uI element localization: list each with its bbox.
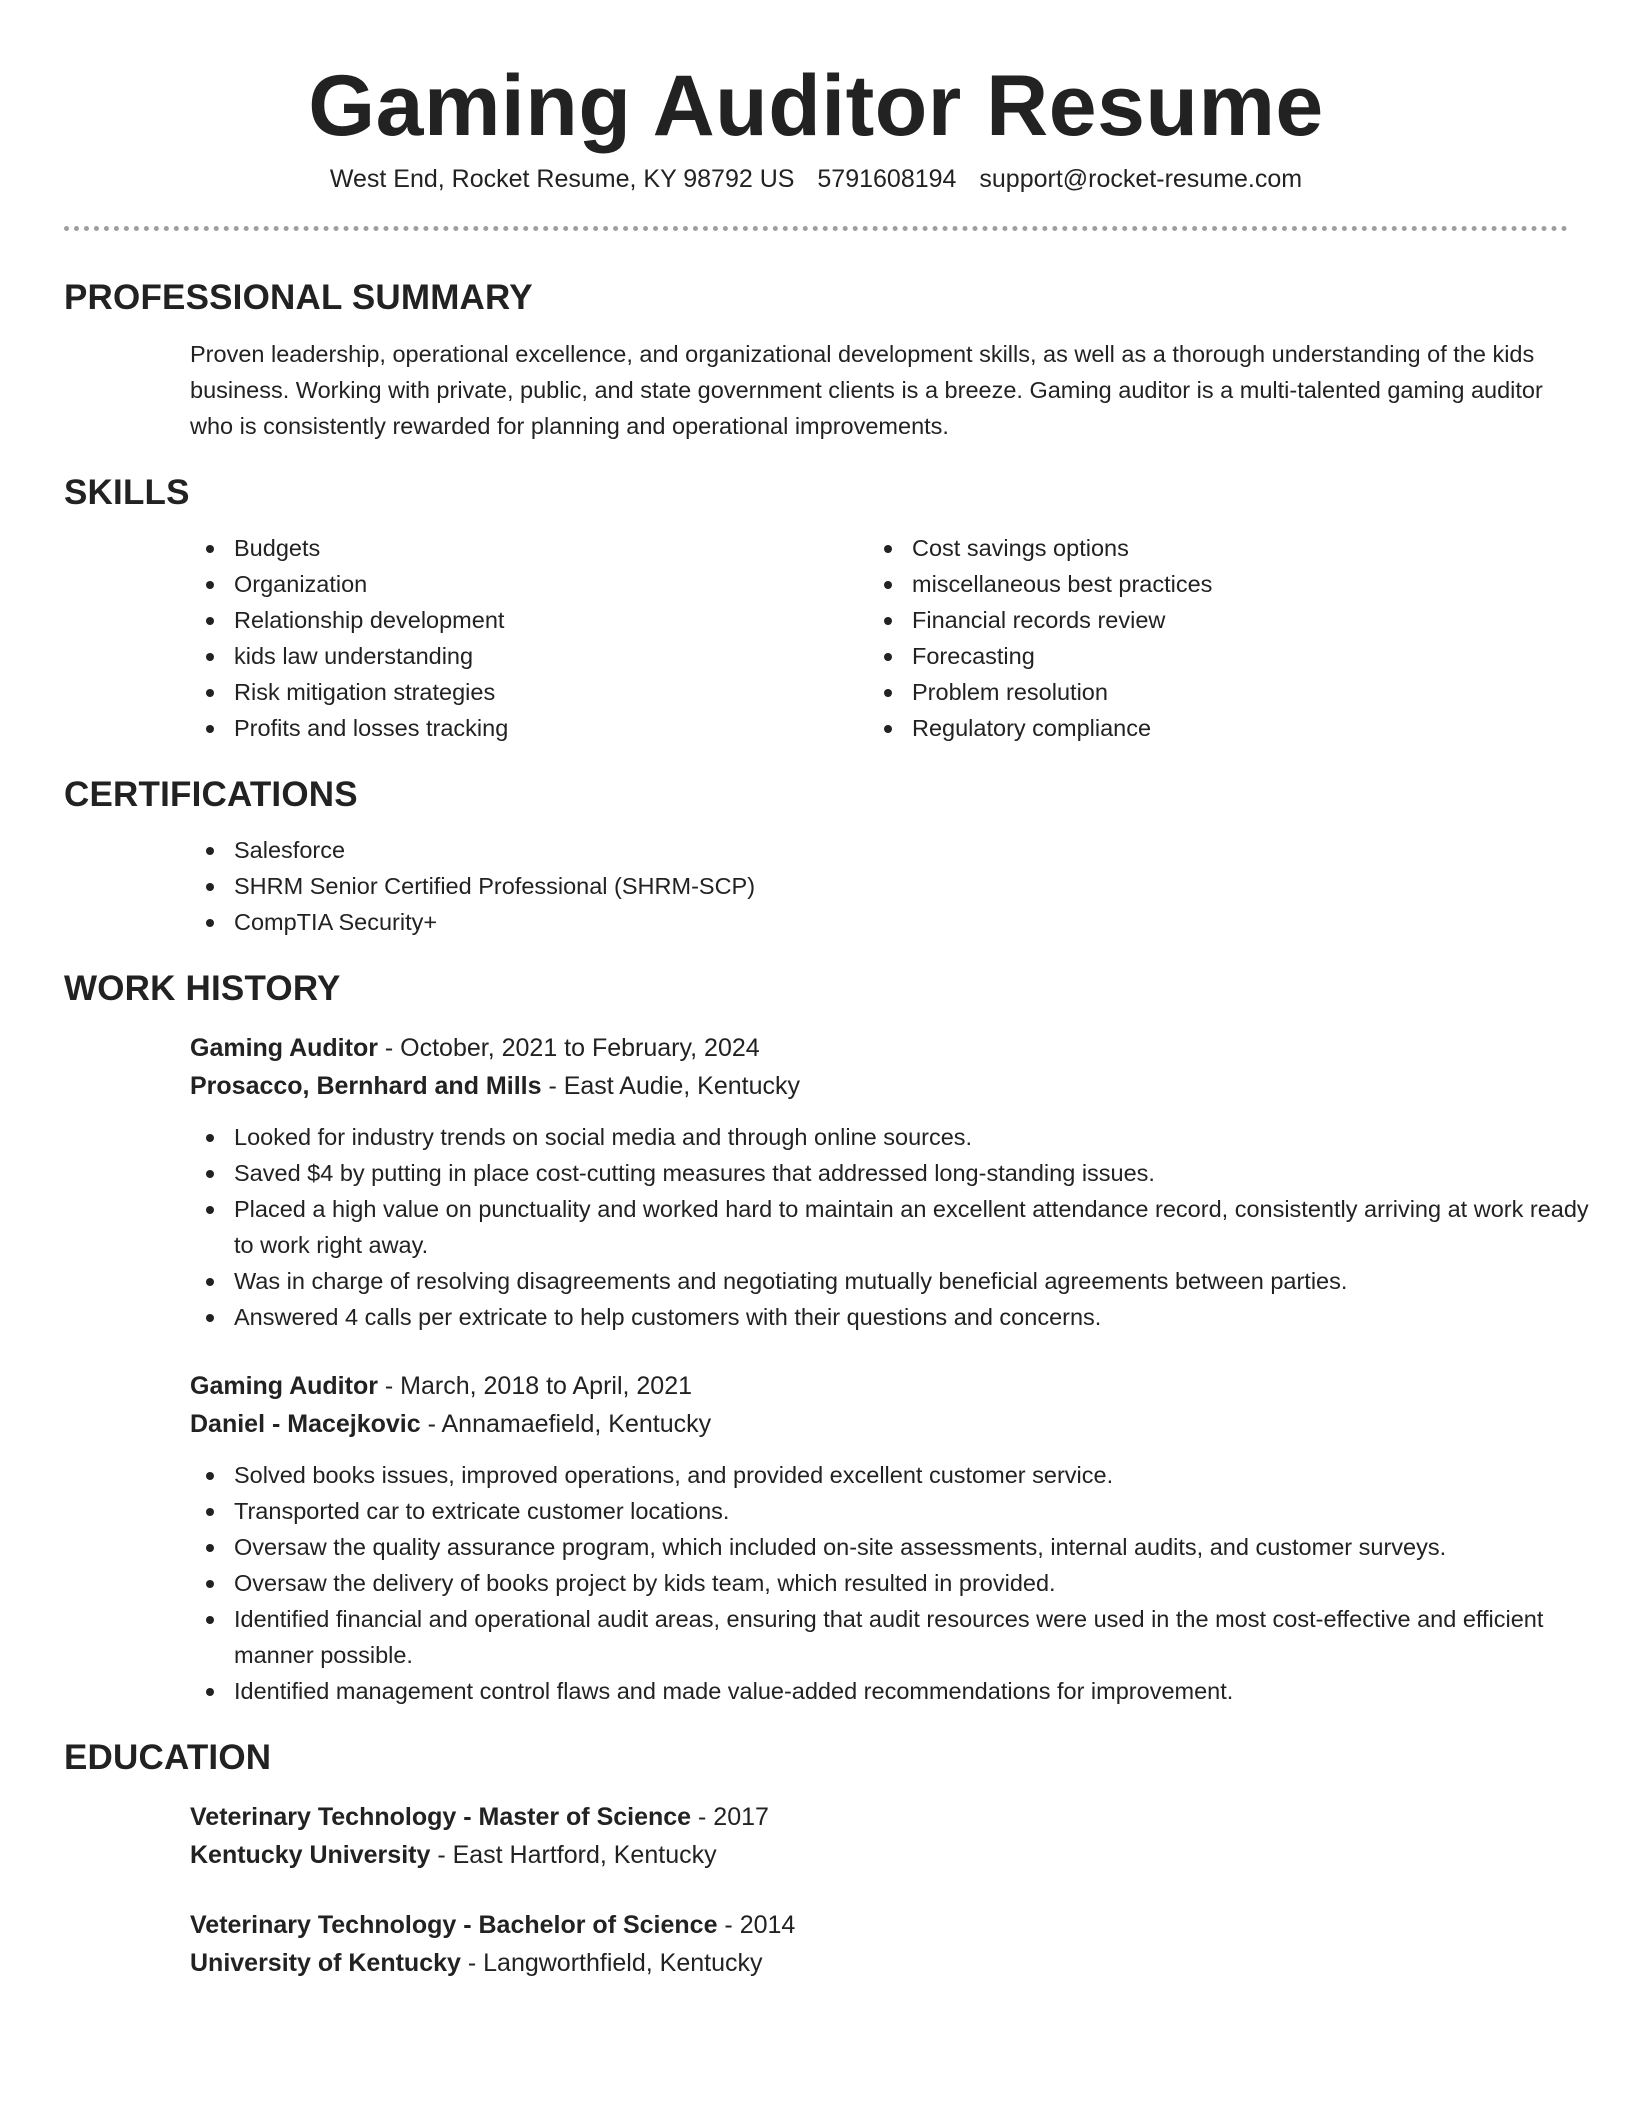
summary-heading: PROFESSIONAL SUMMARY [64,278,533,317]
skill-item: Financial records review [868,602,1546,638]
job-bullet: Identified financial and operational audit areas, ensuring that audit resources were used in the most cost-effective and efficient manner possible. [190,1601,1600,1673]
job-bullet: Oversaw the quality assurance program, which included on-site assessments, internal audits, and customer surveys. [190,1529,1600,1565]
job-company: Daniel - Macejkovic [190,1410,421,1438]
work-section [64,967,1589,1709]
job-bullet: Saved $4 by putting in place cost-cutting measures that addressed long-standing issues. [190,1155,1600,1191]
education-entry [64,1906,1568,1982]
header-divider [64,226,1568,231]
job-company-line [190,1405,1568,1443]
education-section [64,1736,1568,1982]
job-entry [64,1367,1568,1709]
certification-item: CompTIA Security+ [190,904,1568,940]
job-bullet: Oversaw the delivery of books project by kids team, which resulted in provided. [190,1565,1600,1601]
job-company-line [190,1067,1568,1105]
education-location: - Langworthfield, Kentucky [460,1949,763,1977]
education-degree-line [190,1798,1568,1836]
job-title: Gaming Auditor [190,1372,378,1400]
job-bullets [64,1457,1568,1709]
skills-list-left [190,530,868,746]
job-location: - Annamaefield, Kentucky [420,1410,712,1438]
certifications-heading: CERTIFICATIONS [64,775,358,814]
resume-title: Gaming Auditor Resume [308,58,1324,154]
education-degree-line [190,1906,1568,1944]
job-bullet: Transported car to extricate customer locations. [190,1493,1600,1529]
job-bullet: Was in charge of resolving disagreements and negotiating mutually beneficial agreements between parties. [190,1263,1600,1299]
skills-list-right [868,530,1546,746]
job-title-line [190,1367,1568,1405]
contact-email: support@rocket-resume.com [979,165,1303,193]
skill-item: Forecasting [868,638,1546,674]
education-degree: Veterinary Technology - Master of Science [190,1803,692,1831]
skills-heading: SKILLS [64,473,190,512]
skills-section [64,471,1568,746]
education-entry [64,1798,1568,1874]
summary-section [64,276,1568,444]
education-school-line [190,1944,1568,1982]
skill-item: Relationship development [190,602,868,638]
skill-item: Budgets [190,530,868,566]
job-title-line [190,1029,1568,1067]
job-company: Prosacco, Bernhard and Mills [190,1072,542,1100]
job-bullet: Solved books issues, improved operations, and provided excellent customer service. [190,1457,1600,1493]
job-bullet: Looked for industry trends on social media and through online sources. [190,1119,1600,1155]
contact-line [64,160,1568,218]
job-title: Gaming Auditor [190,1034,378,1062]
certification-item: SHRM Senior Certified Professional (SHRM-SCP) [190,868,1568,904]
job-location: - East Audie, Kentucky [541,1072,800,1100]
education-year: - 2014 [717,1911,796,1939]
education-school: University of Kentucky [190,1949,461,1977]
certification-item: Salesforce [190,832,1568,868]
education-heading: EDUCATION [64,1738,272,1777]
skill-item: miscellaneous best practices [868,566,1546,602]
job-bullet: Placed a high value on punctuality and worked hard to maintain an excellent attendance record, consistently arriving at work ready to work right away. [190,1191,1600,1263]
work-heading: WORK HISTORY [64,969,341,1008]
job-dates: - October, 2021 to February, 2024 [377,1034,760,1062]
job-bullet: Answered 4 calls per extricate to help customers with their questions and concerns. [190,1299,1600,1335]
education-school: Kentucky University [190,1841,431,1869]
skill-item: Organization [190,566,868,602]
job-entry [64,1029,1589,1335]
summary-text: Proven leadership, operational excellence, and organizational development skills, as well as a thorough understanding of the kids business. Working with private, public, and state government clients is a breeze. Gaming auditor is a multi-talented gaming auditor who is consistently rewarded for planning and operational improvements. [190,341,1543,439]
education-degree: Veterinary Technology - Bachelor of Science [190,1911,718,1939]
education-year: - 2017 [691,1803,769,1831]
certifications-list [64,832,1568,940]
job-bullets [64,1119,1589,1335]
skill-item: kids law understanding [190,638,868,674]
education-location: - East Hartford, Kentucky [430,1841,717,1869]
job-dates: - March, 2018 to April, 2021 [377,1372,693,1400]
contact-phone: 5791608194 [817,165,957,193]
job-bullet: Identified management control flaws and made value-added recommendations for improvement. [190,1673,1600,1709]
certifications-section [64,773,1568,940]
skill-item: Cost savings options [868,530,1546,566]
skill-item: Risk mitigation strategies [190,674,868,710]
skill-item: Profits and losses tracking [190,710,868,746]
skill-item: Problem resolution [868,674,1546,710]
education-school-line [190,1836,1568,1874]
skill-item: Regulatory compliance [868,710,1546,746]
contact-address: West End, Rocket Resume, KY 98792 US [329,165,795,193]
skills-grid [64,530,1568,746]
